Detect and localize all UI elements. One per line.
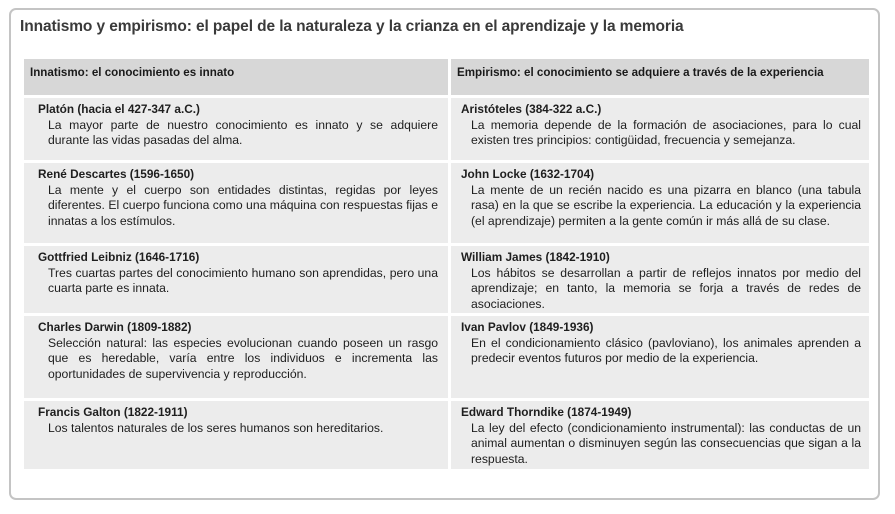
table-row — [24, 246, 869, 313]
philosopher-description: Los talentos naturales de los seres humanos son hereditarios. — [48, 420, 384, 435]
table-header-row — [24, 59, 869, 95]
philosopher-description: Selección natural: las especies evolucionan cuando poseen un rasgo que es heredable, varía entre los individuos e incrementa las oportunidades de supervivencia y reproducción. — [48, 335, 438, 381]
comparison-table — [24, 59, 869, 469]
philosopher-name: William James (1842-1910) — [461, 250, 610, 264]
table-row — [24, 98, 869, 160]
empiricism-cell — [451, 246, 869, 313]
nativism-cell — [24, 246, 448, 313]
empiricism-cell — [451, 98, 869, 160]
philosopher-description: La mente y el cuerpo son entidades distintas, regidas por leyes diferentes. El cuerpo funciona como una máquina con respuestas fijas e innatas a los estímulos. — [48, 182, 438, 228]
philosopher-description: La mayor parte de nuestro conocimiento es innato y se adquiere durante las vidas pasadas del alma. — [48, 117, 438, 148]
header-nativism: Innatismo: el conocimiento es innato — [24, 59, 448, 95]
nativism-cell — [24, 316, 448, 398]
philosopher-name: Platón (hacia el 427-347 a.C.) — [38, 102, 200, 116]
philosopher-name: Aristóteles (384-322 a.C.) — [461, 102, 602, 116]
philosopher-name: Ivan Pavlov (1849-1936) — [461, 320, 594, 334]
philosopher-description: Los hábitos se desarrollan a partir de reflejos innatos por medio del aprendizaje; en tanto, la memoria se forja a través de redes de asociaciones. — [471, 265, 861, 311]
table-row — [24, 163, 869, 243]
table-row — [24, 316, 869, 398]
table-title: Innatismo y empirismo: el papel de la naturaleza y la crianza en el aprendizaje y la memoria — [20, 18, 684, 35]
philosopher-description: La memoria depende de la formación de asociaciones, para lo cual existen tres principios: contigüidad, frecuencia y semejanza. — [471, 117, 861, 148]
philosopher-description: En el condicionamiento clásico (pavloviano), los animales aprenden a predecir eventos futuros por medio de la experiencia. — [471, 335, 861, 366]
empiricism-cell — [451, 316, 869, 398]
philosopher-name: René Descartes (1596-1650) — [38, 167, 195, 181]
header-empiricism: Empirismo: el conocimiento se adquiere a través de la experiencia — [451, 59, 869, 95]
philosopher-name: Gottfried Leibniz (1646-1716) — [38, 250, 200, 264]
nativism-cell — [24, 163, 448, 243]
philosopher-name: John Locke (1632-1704) — [461, 167, 595, 181]
empiricism-cell — [451, 163, 869, 243]
philosopher-name: Edward Thorndike (1874-1949) — [461, 405, 632, 419]
nativism-cell — [24, 98, 448, 160]
philosopher-description: Tres cuartas partes del conocimiento humano son aprendidas, pero una cuarta parte es innata. — [48, 265, 438, 296]
philosopher-name: Charles Darwin (1809-1882) — [38, 320, 192, 334]
philosopher-description: La mente de un recién nacido es una pizarra en blanco (una tabula rasa) en la que se escribe la experiencia. La educación y la experiencia (el aprendizaje) permiten a la gente común ir más allá de su clase. — [471, 182, 861, 228]
nativism-cell — [24, 401, 448, 469]
philosopher-description: La ley del efecto (condicionamiento instrumental): las conductas de un animal aumentan o disminuyen según las consecuencias que sigan a la respuesta. — [471, 420, 861, 466]
empiricism-cell — [451, 401, 869, 469]
philosopher-name: Francis Galton (1822-1911) — [38, 405, 188, 419]
table-row — [24, 401, 869, 469]
